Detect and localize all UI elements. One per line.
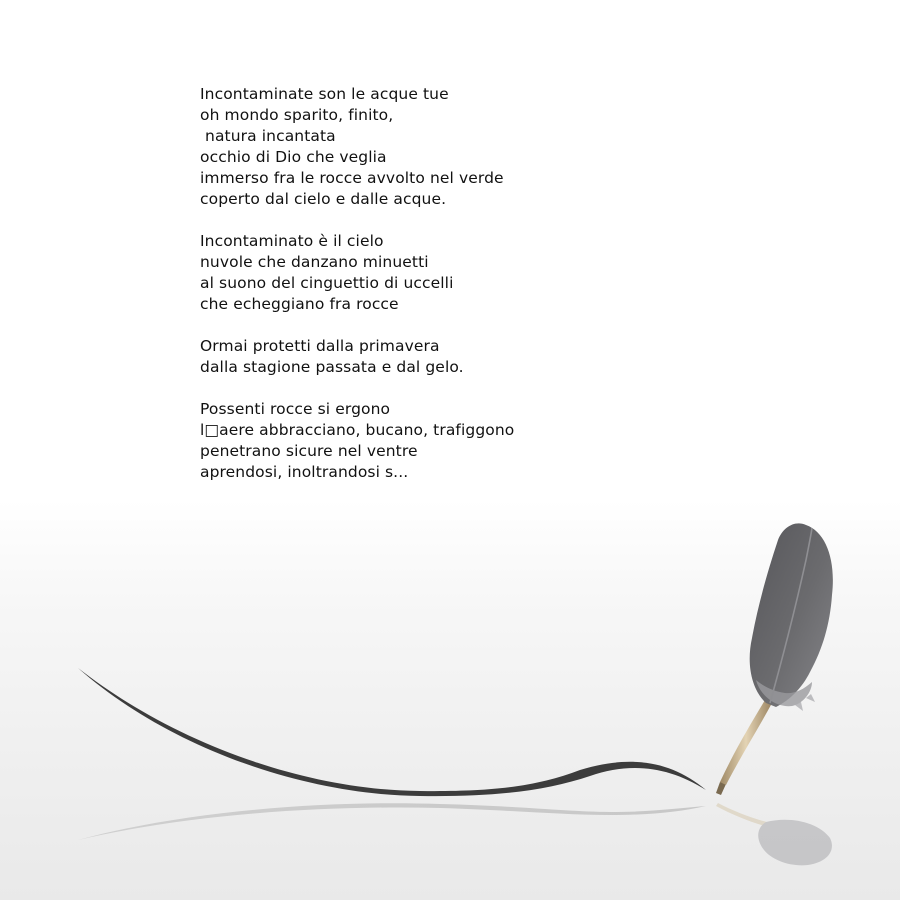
poem-line: oh mondo sparito, finito, — [200, 106, 394, 124]
stanza-3 — [200, 336, 620, 378]
quill-pen-icon — [716, 523, 833, 795]
poem-line: aprendosi, inoltrandosi s... — [200, 463, 409, 481]
poem-line: che echeggiano fra rocce — [200, 295, 399, 313]
poem-line: immerso fra le rocce avvolto nel verde — [200, 169, 504, 187]
poem-line: coperto dal cielo e dalle acque. — [200, 190, 447, 208]
poem-line: penetrano sicure nel ventre — [200, 442, 418, 460]
poem-text — [200, 84, 620, 504]
ink-stroke — [78, 668, 706, 796]
stanza-2 — [200, 231, 620, 315]
poem-line: nuvole che danzano minuetti — [200, 253, 429, 271]
poem-line: Incontaminate son le acque tue — [200, 85, 449, 103]
poem-line: Ormai protetti dalla primavera — [200, 337, 440, 355]
poem-line: l□aere abbracciano, bucano, trafiggono — [200, 421, 515, 439]
ink-stroke-reflection — [78, 803, 706, 840]
poem-line: occhio di Dio che veglia — [200, 148, 387, 166]
poem-line: Possenti rocce si ergono — [200, 400, 391, 418]
poem-line: natura incantata — [200, 127, 336, 145]
stanza-1 — [200, 84, 620, 210]
poem-line: Incontaminato è il cielo — [200, 232, 384, 250]
quill-reflection — [716, 803, 832, 865]
stanza-4 — [200, 399, 620, 483]
poem-line: dalla stagione passata e dal gelo. — [200, 358, 464, 376]
poem-line: al suono del cinguettio di uccelli — [200, 274, 454, 292]
